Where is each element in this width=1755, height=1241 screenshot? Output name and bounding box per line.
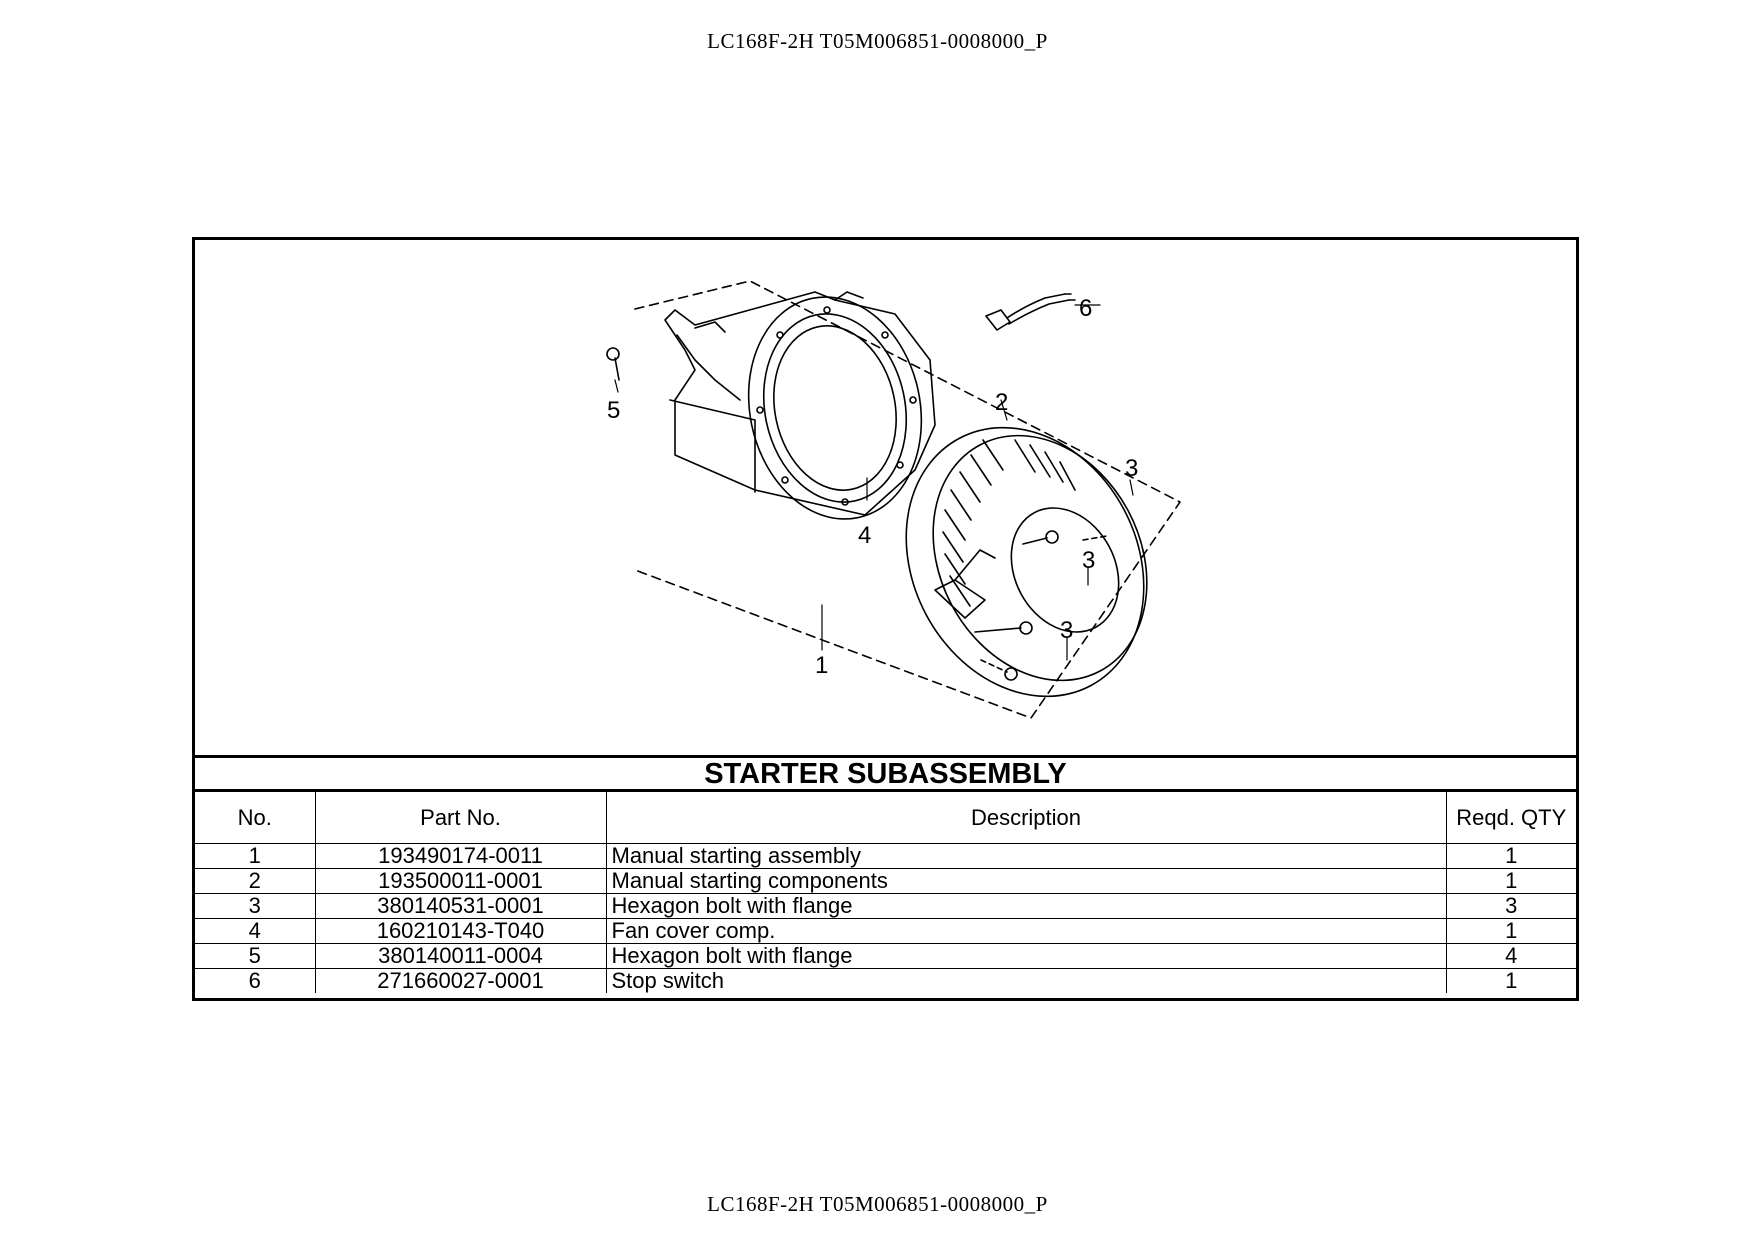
cell-qty: 4 [1446, 944, 1576, 969]
stop-switch-drawing [986, 294, 1075, 330]
cell-part-no: 160210143-T040 [315, 919, 606, 944]
cell-qty: 3 [1446, 894, 1576, 919]
cell-description: Stop switch [606, 969, 1446, 994]
callout-5: 5 [607, 397, 621, 424]
cell-description: Manual starting assembly [606, 844, 1446, 869]
cell-qty: 1 [1446, 844, 1576, 869]
cell-description: Hexagon bolt with flange [606, 894, 1446, 919]
col-header-part-no: Part No. [315, 792, 606, 844]
exploded-view-svg [195, 240, 1576, 755]
section-title: STARTER SUBASSEMBLY [195, 758, 1576, 792]
footer-doc-id: LC168F-2H T05M006851-0008000_P [707, 1192, 1048, 1216]
parts-sheet-frame [192, 237, 1579, 1001]
header-doc-id: LC168F-2H T05M006851-0008000_P [707, 29, 1048, 53]
leader-lines [615, 305, 1133, 660]
cell-part-no: 193500011-0001 [315, 869, 606, 894]
cell-no: 3 [195, 894, 315, 919]
assembly-outline [635, 281, 1180, 718]
table-row [195, 894, 1576, 919]
table-row [195, 919, 1576, 944]
callout-3-upper: 3 [1125, 455, 1139, 482]
col-header-no: No. [195, 792, 315, 844]
cell-description: Fan cover comp. [606, 919, 1446, 944]
cell-description: Hexagon bolt with flange [606, 944, 1446, 969]
recoil-starter-drawing [860, 386, 1189, 738]
cell-no: 4 [195, 919, 315, 944]
table-row [195, 844, 1576, 869]
col-header-description: Description [606, 792, 1446, 844]
cell-description: Manual starting components [606, 869, 1446, 894]
cell-part-no: 271660027-0001 [315, 969, 606, 994]
cell-qty: 1 [1446, 919, 1576, 944]
table-row [195, 944, 1576, 969]
callout-1: 1 [815, 652, 829, 679]
exploded-view-drawing [195, 240, 1576, 758]
cell-no: 2 [195, 869, 315, 894]
cell-no: 1 [195, 844, 315, 869]
cell-part-no: 193490174-0011 [315, 844, 606, 869]
table-header-row [195, 792, 1576, 844]
cell-qty: 1 [1446, 869, 1576, 894]
cell-no: 6 [195, 969, 315, 994]
cell-part-no: 380140011-0004 [315, 944, 606, 969]
cell-qty: 1 [1446, 969, 1576, 994]
fan-cover-drawing [665, 281, 941, 535]
col-header-qty: Reqd. QTY [1446, 792, 1576, 844]
callout-4: 4 [858, 522, 872, 549]
bolt-5-drawing [607, 348, 619, 380]
table-row [195, 969, 1576, 994]
callout-2: 2 [995, 389, 1009, 416]
callout-3-lower: 3 [1060, 617, 1074, 644]
callout-6: 6 [1079, 295, 1093, 322]
parts-table [195, 792, 1576, 993]
cell-no: 5 [195, 944, 315, 969]
callout-3-middle: 3 [1082, 547, 1096, 574]
table-row [195, 869, 1576, 894]
cell-part-no: 380140531-0001 [315, 894, 606, 919]
